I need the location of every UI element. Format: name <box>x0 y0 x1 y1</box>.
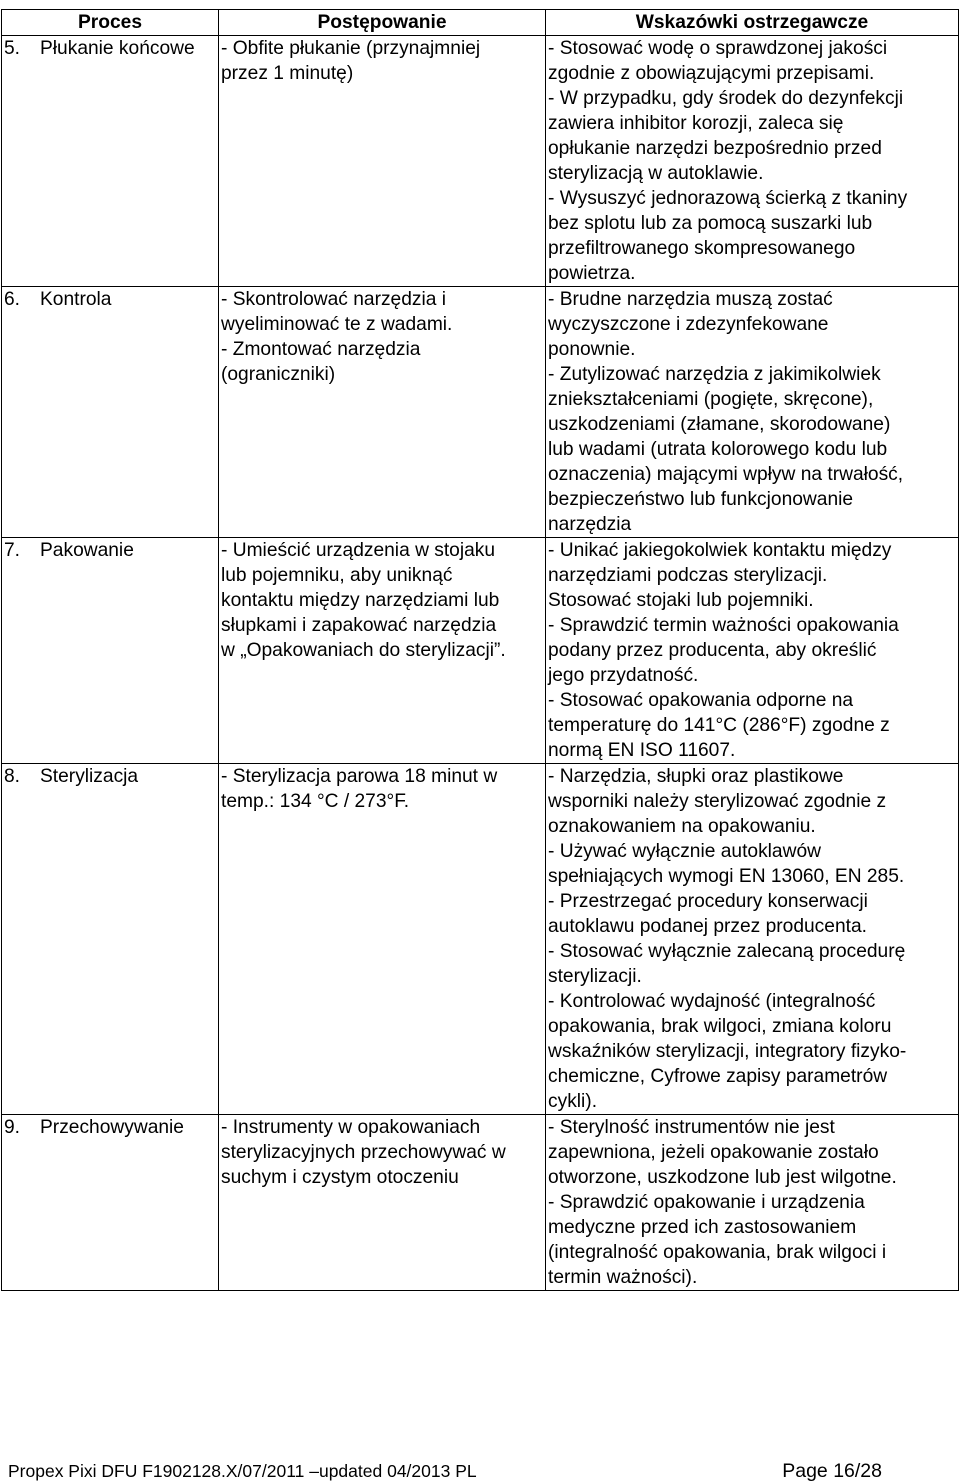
warning-line: cykli). <box>548 1091 598 1112</box>
table-row <box>2 287 959 538</box>
warning-line: oznakowaniem na opakowaniu. <box>548 816 816 837</box>
page-footer <box>8 1458 882 1484</box>
process-number: 6. <box>4 289 21 310</box>
procedure-line: przez 1 minutę) <box>221 63 354 84</box>
warning-line: uszkodzeniami (złamane, skorodowane) <box>548 414 891 435</box>
procedure-line: - Instrumenty w opakowaniach <box>221 1117 481 1138</box>
procedure-line: słupkami i zapakować narzędzia <box>221 615 497 636</box>
warning-line: chemiczne, Cyfrowe zapisy parametrów <box>548 1066 888 1087</box>
process-number: 7. <box>4 540 21 561</box>
instructions-table <box>1 9 959 1291</box>
procedure-line: (ograniczniki) <box>221 364 336 385</box>
warning-line: lub wadami (utrata kolorowego kodu lub <box>548 439 888 460</box>
table-row <box>2 764 959 1115</box>
warning-line: - Stosować wyłącznie zalecaną procedurę <box>548 941 906 962</box>
procedure-line: - Sterylizacja parowa 18 minut w <box>221 766 498 787</box>
warning-line: spełniających wymogi EN 13060, EN 285. <box>548 866 905 887</box>
warning-line: wskaźników sterylizacji, integratory fizyko- <box>548 1041 907 1062</box>
process-number: 8. <box>4 766 21 787</box>
warning-line: oznaczenia) mającymi wpływ na trwałość, <box>548 464 904 485</box>
warnings-cell <box>546 538 959 764</box>
warning-line: podany przez producenta, aby określić <box>548 640 877 661</box>
procedure-line: wyeliminować te z wadami. <box>221 314 453 335</box>
process-number: 5. <box>4 38 21 59</box>
warning-line: otworzone, uszkodzone lub jest wilgotne. <box>548 1167 897 1188</box>
process-cell <box>2 36 219 287</box>
warning-line: sterylizacji. <box>548 966 642 987</box>
procedure-line: - Zmontować narzędzia <box>221 339 421 360</box>
procedure-line: - Skontrolować narzędzia i <box>221 289 447 310</box>
warning-line: wsporniki należy sterylizować zgodnie z <box>548 791 887 812</box>
header-warnings: Wskazówki ostrzegawcze <box>546 10 959 36</box>
table-row <box>2 1115 959 1291</box>
warning-line: - Stosować opakowania odporne na <box>548 690 854 711</box>
warning-line: narzędzia <box>548 514 632 535</box>
procedure-line: lub pojemniku, aby uniknąć <box>221 565 453 586</box>
warning-line: zniekształceniami (pogięte, skręcone), <box>548 389 874 410</box>
warning-line: bezpieczeństwo lub funkcjonowanie <box>548 489 854 510</box>
process-cell <box>2 287 219 538</box>
warning-line: - Kontrolować wydajność (integralność <box>548 991 876 1012</box>
document-reference: Propex Pixi DFU F1902128.X/07/2011 –updated 04/2013 PL <box>8 1461 477 1481</box>
warning-line: - Unikać jakiegokolwiek kontaktu między <box>548 540 892 561</box>
warning-line: - Brudne narzędzia muszą zostać <box>548 289 833 310</box>
procedure-line: suchym i czystym otoczeniu <box>221 1167 459 1188</box>
procedure-line: w „Opakowaniach do sterylizacji”. <box>221 640 506 661</box>
page-number: Page 16/28 <box>782 1460 882 1482</box>
warning-line: - Przestrzegać procedury konserwacji <box>548 891 868 912</box>
process-name: Przechowywanie <box>40 1117 184 1138</box>
warning-line: Stosować stojaki lub pojemniki. <box>548 590 814 611</box>
warning-line: jego przydatność. <box>548 665 699 686</box>
process-name: Pakowanie <box>40 540 134 561</box>
warning-line: temperaturę do 141°C (286°F) zgodne z <box>548 715 890 736</box>
warning-line: przefiltrowanego skompresowanego <box>548 238 856 259</box>
procedure-cell <box>219 764 546 1115</box>
procedure-line: temp.: 134 °C / 273°F. <box>221 791 410 812</box>
header-procedure: Postępowanie <box>219 10 546 36</box>
warnings-cell <box>546 764 959 1115</box>
warning-line: narzędziami podczas sterylizacji. <box>548 565 828 586</box>
table-row <box>2 538 959 764</box>
warning-line: (integralność opakowania, brak wilgoci i <box>548 1242 887 1263</box>
warning-line: wyczyszczone i zdezynfekowane <box>548 314 829 335</box>
warning-line: opakowania, brak wilgoci, zmiana koloru <box>548 1016 892 1037</box>
warning-line: opłukanie narzędzi bezpośrednio przed <box>548 138 882 159</box>
table-row <box>2 36 959 287</box>
procedure-cell <box>219 36 546 287</box>
process-name: Płukanie końcowe <box>40 38 195 59</box>
warning-line: bez splotu lub za pomocą suszarki lub <box>548 213 873 234</box>
warning-line: ponownie. <box>548 339 636 360</box>
procedure-cell <box>219 538 546 764</box>
warning-line: zawiera inhibitor korozji, zaleca się <box>548 113 844 134</box>
warning-line: autoklawu podanej przez producenta. <box>548 916 867 937</box>
procedure-cell <box>219 1115 546 1291</box>
warning-line: - Sterylność instrumentów nie jest <box>548 1117 835 1138</box>
warning-line: powietrza. <box>548 263 636 284</box>
process-name: Sterylizacja <box>40 766 139 787</box>
warnings-cell <box>546 287 959 538</box>
process-cell <box>2 1115 219 1291</box>
process-cell <box>2 538 219 764</box>
warning-line: termin ważności). <box>548 1267 698 1288</box>
warning-line: sterylizacją w autoklawie. <box>548 163 764 184</box>
warning-line: medyczne przed ich zastosowaniem <box>548 1217 857 1238</box>
warnings-cell <box>546 1115 959 1291</box>
warning-line: zapewniona, jeżeli opakowanie zostało <box>548 1142 879 1163</box>
warning-line: - Sprawdzić termin ważności opakowania <box>548 615 899 636</box>
warning-line: normą EN ISO 11607. <box>548 740 736 761</box>
warning-line: - Wysuszyć jednorazową ścierką z tkaniny <box>548 188 908 209</box>
procedure-line: sterylizacyjnych przechowywać w <box>221 1142 506 1163</box>
process-number: 9. <box>4 1117 21 1138</box>
procedure-line: - Umieścić urządzenia w stojaku <box>221 540 496 561</box>
warning-line: zgodnie z obowiązującymi przepisami. <box>548 63 875 84</box>
warning-line: - Sprawdzić opakowanie i urządzenia <box>548 1192 865 1213</box>
process-cell <box>2 764 219 1115</box>
warning-line: - Narzędzia, słupki oraz plastikowe <box>548 766 844 787</box>
warning-line: - Zutylizować narzędzia z jakimikolwiek <box>548 364 881 385</box>
table-header-row <box>2 10 959 36</box>
warnings-cell <box>546 36 959 287</box>
warning-line: - Stosować wodę o sprawdzonej jakości <box>548 38 888 59</box>
process-name: Kontrola <box>40 289 112 310</box>
warning-line: - W przypadku, gdy środek do dezynfekcji <box>548 88 904 109</box>
procedure-cell <box>219 287 546 538</box>
procedure-line: kontaktu między narzędziami lub <box>221 590 500 611</box>
header-process: Proces <box>2 10 219 36</box>
warning-line: - Używać wyłącznie autoklawów <box>548 841 821 862</box>
procedure-line: - Obfite płukanie (przynajmniej <box>221 38 481 59</box>
